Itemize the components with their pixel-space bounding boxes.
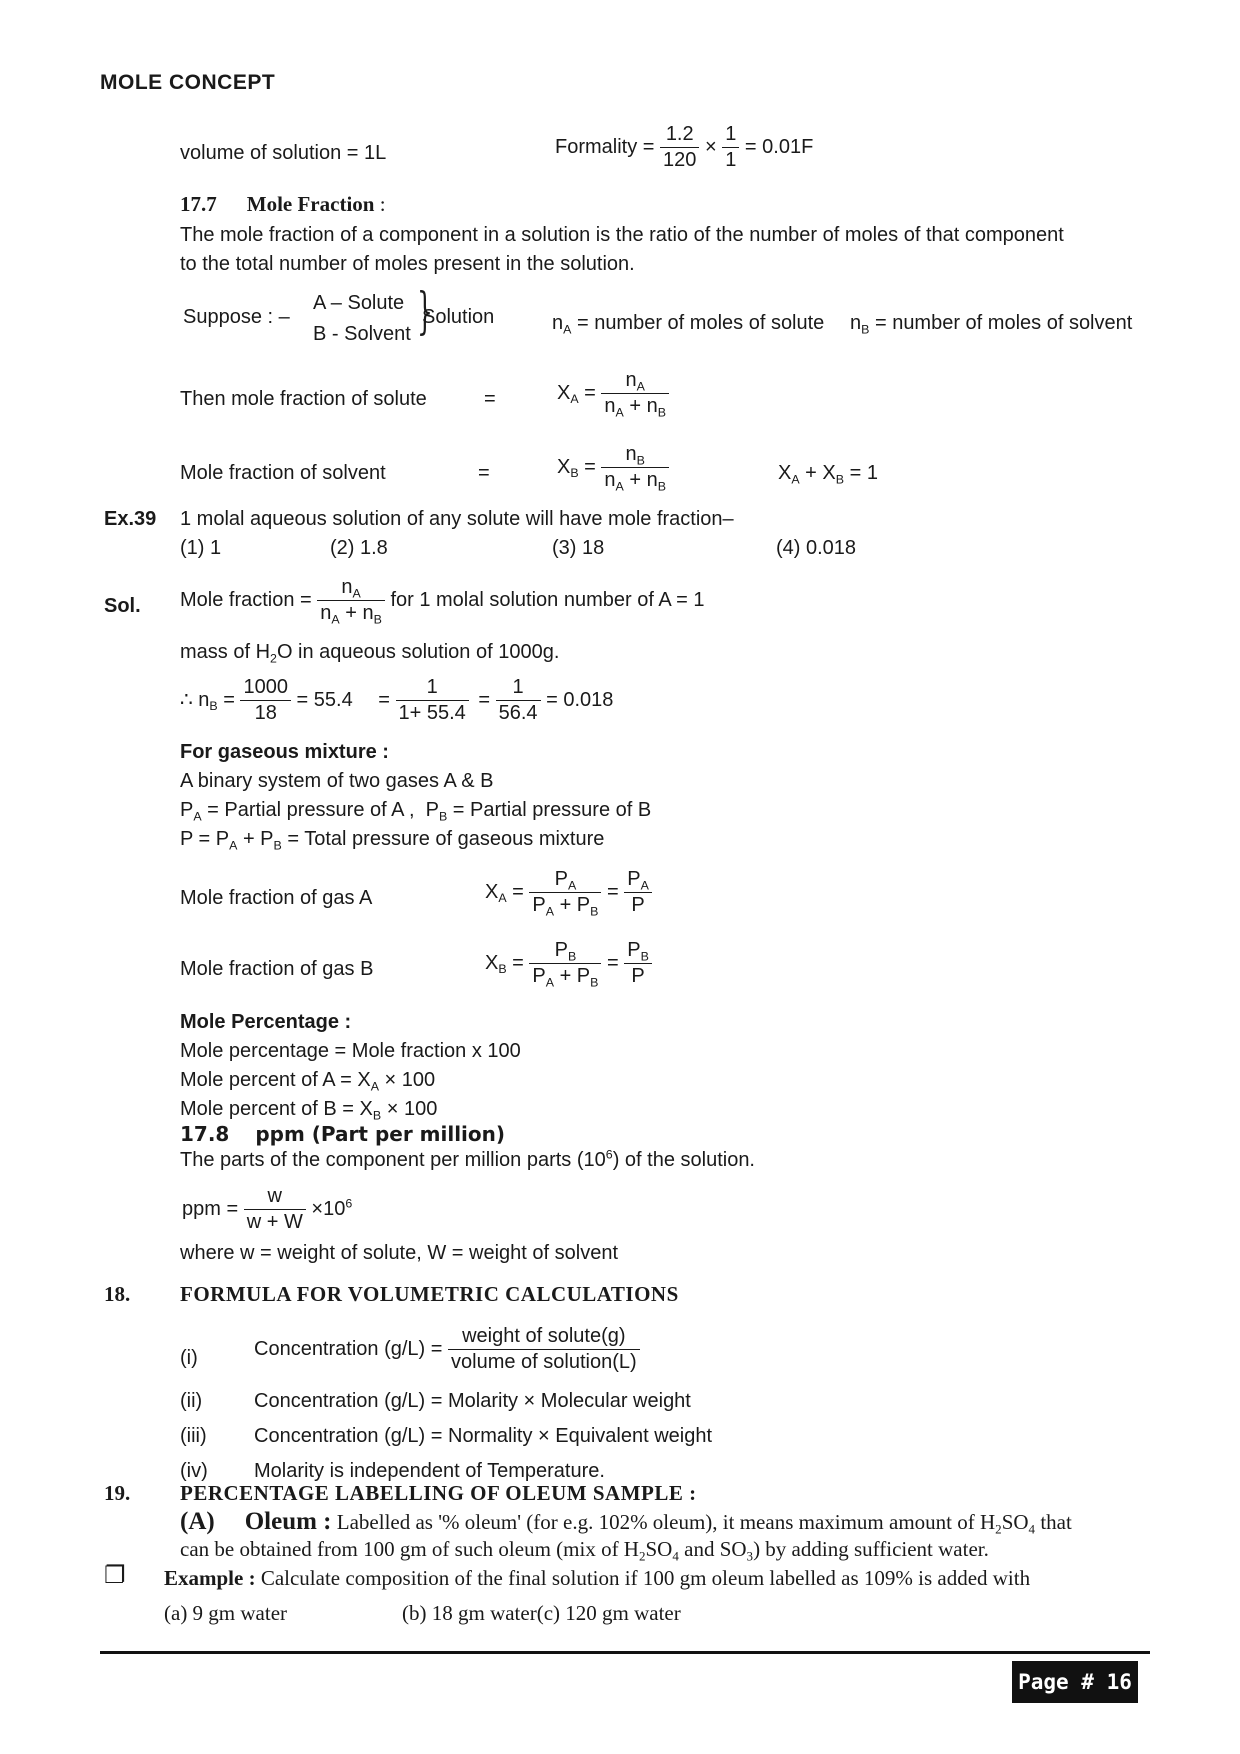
fraction: $\frac{P_B}{P}$ — [624, 938, 652, 989]
section-number-18: 18. — [104, 1282, 131, 1306]
fraction: $\frac{1.2}{120}$ — [660, 122, 699, 173]
section-heading-19: PERCENTAGE LABELLING OF OLEUM SAMPLE : — [180, 1481, 697, 1505]
example-line: Example : Calculate composition of the final solution if 100 gm oleum labelled as 109% is added with — [164, 1566, 1031, 1590]
oleum-line-2: can be obtained from 100 gm of such oleum (mix of $H_2SO_4$ and $SO_3$) by adding sufficient water. — [180, 1537, 989, 1564]
solution-label: Solution — [422, 306, 495, 328]
roman-iv: (iv) — [180, 1460, 208, 1482]
example-option-a: (a) 9 gm water — [164, 1601, 288, 1625]
ppm-formula: ppm = $\frac{w}{w + W}$ $\times 10^6$ — [182, 1185, 353, 1233]
fraction: $\frac{1}{1}$ — [722, 122, 739, 173]
footer-divider — [100, 1651, 1150, 1654]
roman-iii: (iii) — [180, 1425, 207, 1447]
binary-system: A binary system of two gases A & B — [180, 770, 494, 792]
definition-line-2: to the total number of moles present in the solution. — [180, 253, 635, 275]
page-number: Page # 16 — [1012, 1661, 1138, 1703]
oleum-line-1: (A) Oleum : Labelled as '% oleum' (for e.g. 102% oleum), it means maximum amount of $H_2SO_4$ that — [180, 1508, 1072, 1537]
section-heading-17-7: 17.7 Mole Fraction : — [180, 192, 386, 216]
section-number-19: 19. — [104, 1481, 131, 1505]
mole-percent-b: Mole percent of $B = X_B \times 100$ — [180, 1098, 438, 1123]
fraction: $\frac{n_A}{n_A + n_B}$ — [317, 575, 385, 626]
mass-of-water: mass of $H_2O$ in aqueous solution of 1000g. — [180, 641, 560, 666]
partial-pressures: $P_A$ = Partial pressure of A , $P_B$ = Partial pressure of B — [180, 799, 652, 824]
checkbox-icon: ❐ — [104, 1562, 126, 1589]
equals-sign: = — [484, 388, 496, 410]
solute-label: A – Solute — [313, 292, 405, 314]
option-1: (1) 1 — [180, 537, 222, 559]
na-definition: $n_A$ = number of moles of solute — [552, 312, 825, 337]
equals-sign: = — [478, 462, 490, 484]
nb-definition: $n_B$ = number of moles of solvent — [850, 312, 1133, 337]
gaseous-heading: For gaseous mixture : — [180, 741, 389, 763]
formality-formula: Formality = $\frac{1.2}{120}$ × $\frac{1}{1}$ = 0.01F — [555, 123, 814, 171]
concentration-molarity: Concentration (g/L) = Molarity × Molecular weight — [254, 1390, 691, 1412]
roman-i: (i) — [180, 1347, 198, 1369]
fraction: $\frac{n_A}{n_A + n_B}$ — [601, 368, 669, 419]
example-question: 1 molal aqueous solution of any solute will have mole fraction– — [180, 508, 734, 530]
ppm-definition: The parts of the component per million parts $(10^6)$ of the solution. — [180, 1147, 755, 1171]
sum-identity: $X_A + X_B = 1$ — [778, 462, 878, 487]
fraction: $\frac{P_A}{P_A + P_B}$ — [529, 867, 601, 918]
sol-mole-fraction: Mole fraction = $\frac{n_A}{n_A + n_B}$ for 1 molal solution number of A = 1 — [180, 576, 705, 627]
fraction: $\frac{n_B}{n_A + n_B}$ — [601, 442, 669, 493]
fraction: $\frac{P_A}{P}$ — [624, 867, 652, 918]
mf-solvent-label: Mole fraction of solvent — [180, 462, 386, 484]
option-2: (2) 1.8 — [330, 537, 388, 559]
mole-percentage-line: Mole percentage = Mole fraction x 100 — [180, 1040, 521, 1062]
fraction: $\frac{1}{1+ 55.4}$ — [396, 675, 469, 726]
curly-brace-icon: } — [416, 282, 433, 340]
volume-line: volume of solution = 1L — [180, 142, 387, 164]
mf-gas-b-label: Mole fraction of gas B — [180, 958, 374, 980]
concentration-normality: Concentration (g/L) = Normality × Equivalent weight — [254, 1425, 713, 1447]
total-pressure: $P = P_A + P_B$ = Total pressure of gaseous mixture — [180, 828, 605, 853]
mole-percentage-heading: Mole Percentage : — [180, 1011, 352, 1033]
solvent-label: B - Solvent — [313, 323, 411, 345]
fraction: $\frac{1000}{18}$ — [240, 675, 291, 726]
xb-gas-formula: $X_B$ = $\frac{P_B}{P_A + P_B}$ = $\frac{P_B}{P}$ — [485, 938, 652, 989]
fraction: $\frac{w}{w + W}$ — [244, 1184, 306, 1235]
option-3: (3) 18 — [552, 537, 605, 559]
definition-line-1: The mole fraction of a component in a solution is the ratio of the number of moles of that component — [180, 224, 1064, 246]
fraction: $\frac{1}{56.4}$ — [496, 675, 541, 726]
roman-ii: (ii) — [180, 1390, 203, 1412]
suppose-label: Suppose : – — [183, 306, 290, 328]
mole-percent-a: Mole percent of $A = X_A \times 100$ — [180, 1069, 436, 1094]
option-4: (4) 0.018 — [776, 537, 857, 559]
xb-formula: $X_B$ = $\frac{n_B}{n_A + n_B}$ — [557, 442, 669, 493]
nb-calculation: ∴ $n_B$ = $\frac{1000}{18}$ = 55.4 = $\frac{1}{1+ 55.4}$ = $\frac{1}{56.4}$ = 0.018 — [180, 676, 614, 724]
fraction: $\frac{\text{weight of solute(g)}}{\text{volume of solution(L)}}$ — [448, 1324, 640, 1375]
example-option-bc: (b) 18 gm water(c) 120 gm water — [402, 1601, 681, 1625]
xa-formula: $X_A$ = $\frac{n_A}{n_A + n_B}$ — [557, 368, 669, 419]
concentration-formula: Concentration (g/L) = $\frac{\text{weight of solute(g)}}{\text{volume of solution(L)}}$ — [254, 1324, 640, 1375]
mf-gas-a-label: Mole fraction of gas A — [180, 887, 373, 909]
section-heading-18: FORMULA FOR VOLUMETRIC CALCULATIONS — [180, 1282, 679, 1306]
page-title: MOLE CONCEPT — [100, 71, 276, 94]
solution-label-sol: Sol. — [104, 595, 141, 617]
example-label: Ex.39 — [104, 508, 157, 530]
ppm-where: where w = weight of solute, W = weight of solvent — [180, 1242, 618, 1264]
fraction: $\frac{P_B}{P_A + P_B}$ — [529, 938, 601, 989]
then-solute-label: Then mole fraction of solute — [180, 388, 427, 410]
xa-gas-formula: $X_A$ = $\frac{P_A}{P_A + P_B}$ = $\frac{P_A}{P}$ — [485, 867, 652, 918]
section-heading-17-8: 17.8 ppm (Part per million) — [180, 1122, 506, 1146]
molarity-note: Molarity is independent of Temperature. — [254, 1460, 605, 1482]
